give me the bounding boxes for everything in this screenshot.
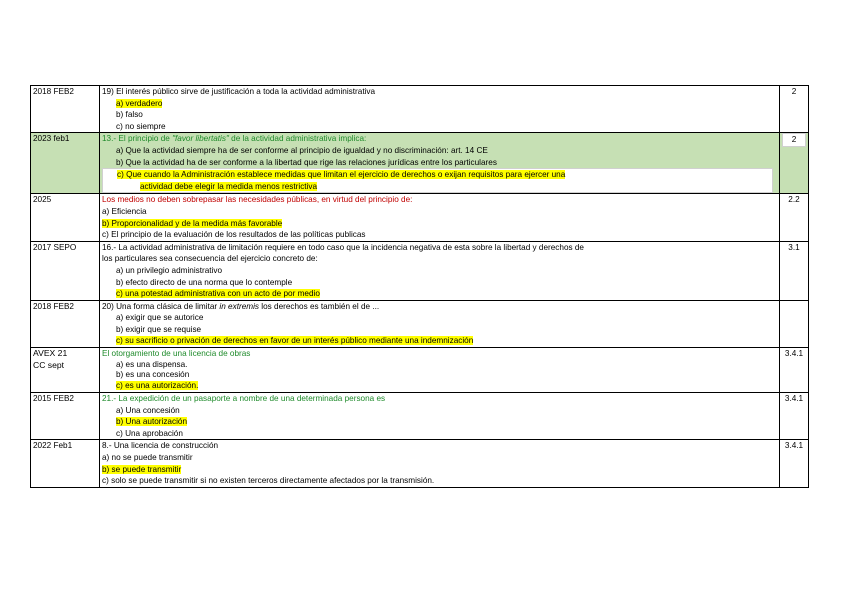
topic-number: 3.1 xyxy=(780,241,809,300)
answer-option: a) exigir que se autorice xyxy=(116,313,204,323)
answer-option: b) falso xyxy=(116,110,143,120)
answer-option: a) Eficiencia xyxy=(102,206,147,216)
answer-option: b) se puede transmitir xyxy=(102,464,182,474)
question-cell xyxy=(100,133,780,194)
table-row xyxy=(31,194,809,241)
question-cell xyxy=(100,440,780,487)
topic-number: 2 xyxy=(780,133,809,194)
answer-option: b) Proporcionalidad y de la medida más favorable xyxy=(102,218,283,228)
answer-option: a) un privilegio administrativo xyxy=(116,265,223,275)
topic-number: 3.4.1 xyxy=(780,348,809,393)
table-row xyxy=(31,348,809,393)
answer-option: a) es una dispensa. xyxy=(116,359,188,369)
question-cell xyxy=(100,300,780,347)
answer-option: c) Que cuando la Administración establece medidas que limitan el ejercicio de derechos o exijan requisitos para ejercer una xyxy=(117,170,566,180)
question-text: 20) Una forma clásica de limitar in extremis los derechos es también el de ... xyxy=(102,301,380,311)
year-cell: 2025 xyxy=(31,194,100,241)
year-cell: 2015 FEB2 xyxy=(31,393,100,440)
question-text: 19) El interés público sirve de justificación a toda la actividad administrativa xyxy=(102,87,376,96)
questions-table xyxy=(30,85,809,488)
question-cell xyxy=(100,241,780,300)
answer-option: c) Una aprobación xyxy=(116,428,183,438)
topic-number: 2 xyxy=(780,86,809,133)
question-text: 13.- El principio de "favor libertatis" de la actividad administrativa implica: xyxy=(102,134,367,144)
answer-box xyxy=(102,168,773,193)
answer-option: c) una potestad administrativa con un acto de por medio xyxy=(116,289,320,299)
question-cell xyxy=(100,348,780,393)
answer-option: b) efecto directo de una norma que lo contemple xyxy=(116,277,293,287)
question-text: 16.- La actividad administrativa de limitación requiere en todo caso que la incidencia negativa de esta sobre la libertad y derechos de xyxy=(102,242,584,252)
year-cell: 2023 feb1 xyxy=(31,133,100,194)
table-row xyxy=(31,86,809,133)
answer-option: b) es una concesión xyxy=(116,370,190,380)
question-cell xyxy=(100,393,780,440)
table-row xyxy=(31,133,809,194)
answer-option: b) exigir que se requise xyxy=(116,324,202,334)
question-text: 21.- La expedición de un pasaporte a nombre de una determinada persona es xyxy=(102,394,386,404)
answer-option: c) no siempre xyxy=(116,121,166,131)
question-cell xyxy=(100,86,780,133)
topic-number: 3.4.1 xyxy=(780,393,809,440)
answer-option: actividad debe elegir la medida menos restrictiva xyxy=(140,181,318,191)
answer-option: c) es una autorización. xyxy=(116,381,199,391)
answer-option: c) El principio de la evaluación de los resultados de las políticas publicas xyxy=(102,230,366,240)
year-cell: 2018 FEB2 xyxy=(31,86,100,133)
answer-option: c) solo se puede transmitir si no existen terceros directamente afectados por la transmisión. xyxy=(102,476,435,486)
topic-number: 2.2 xyxy=(780,194,809,241)
question-cell xyxy=(100,194,780,241)
answer-option: a) Una concesión xyxy=(116,405,180,415)
year-cell: 2017 SEPO xyxy=(31,241,100,300)
year-cell: 2022 Feb1 xyxy=(31,440,100,487)
answer-option: b) Que la actividad ha de ser conforme a la libertad que rige las relaciones jurídicas entre los particulares xyxy=(116,157,497,167)
answer-option: a) verdadero xyxy=(116,98,163,108)
answer-option: a) no se puede transmitir xyxy=(102,453,193,463)
table-row xyxy=(31,241,809,300)
question-text: los particulares sea consecuencia del ejercicio concreto de: xyxy=(102,254,318,264)
table-row xyxy=(31,300,809,347)
answer-option: c) su sacrificio o privación de derechos en favor de un interés público mediante una indemnización xyxy=(116,336,474,346)
question-text: Los medios no deben sobrepasar las necesidades públicas, en virtud del principio de: xyxy=(102,195,413,205)
question-text: 8.- Una licencia de construcción xyxy=(102,441,219,451)
answer-option: a) Que la actividad siempre ha de ser conforme al principio de igualdad y no discriminación: art. 14 CE xyxy=(116,145,488,155)
table-row xyxy=(31,393,809,440)
answer-option: b) Una autorización xyxy=(116,417,187,427)
topic-number: 3.4.1 xyxy=(780,440,809,487)
year-cell: 2018 FEB2 xyxy=(31,300,100,347)
topic-number xyxy=(780,300,809,347)
year-cell: AVEX 21 CC sept xyxy=(31,348,100,393)
question-text: El otorgamiento de una licencia de obras xyxy=(102,349,251,359)
table-row xyxy=(31,440,809,487)
